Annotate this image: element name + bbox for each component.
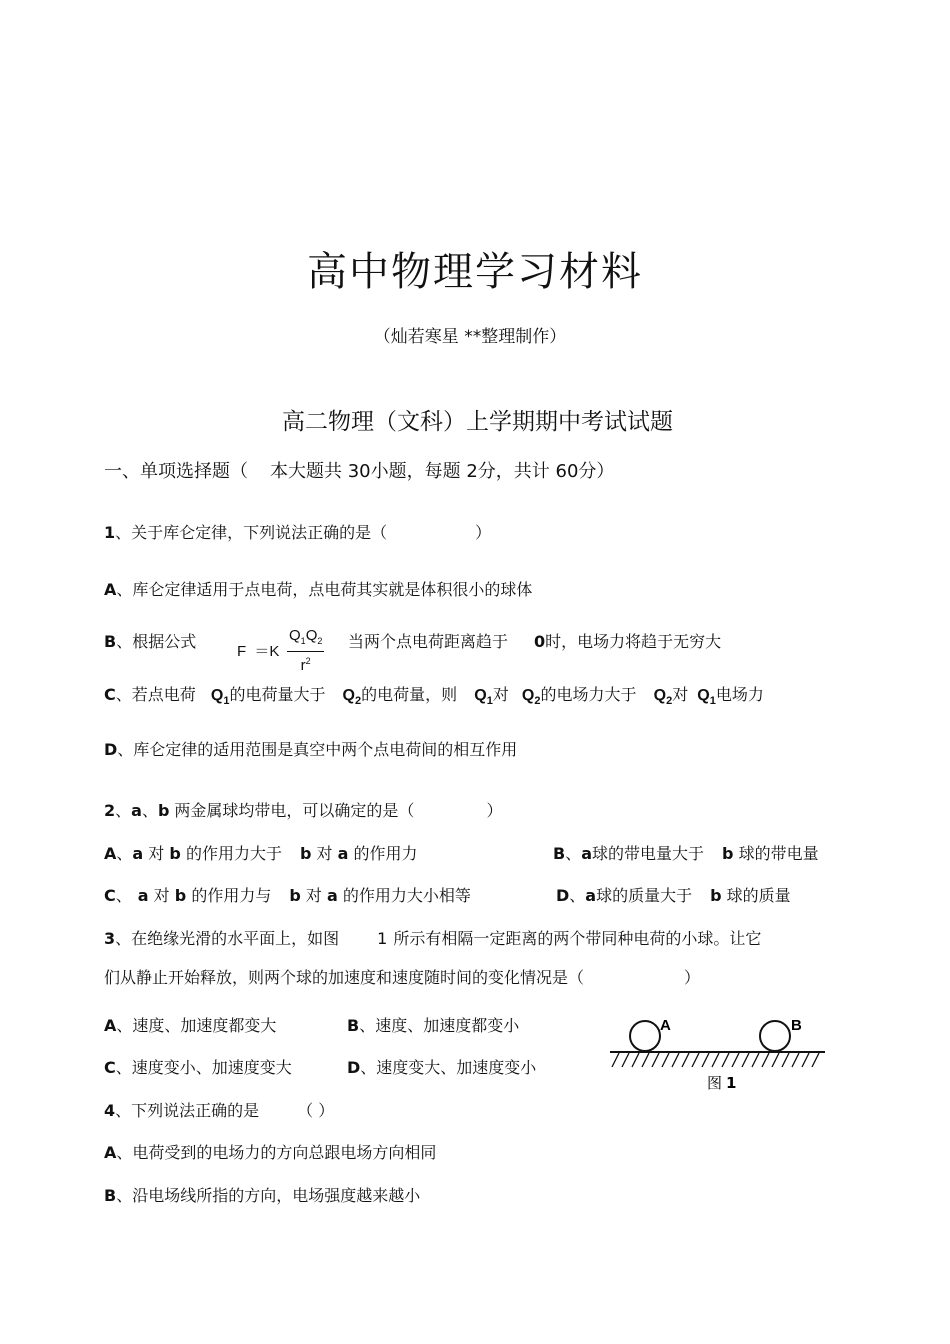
hatch-line bbox=[712, 1053, 719, 1067]
var-b: b bbox=[722, 844, 734, 863]
answer-paren: （ ） bbox=[297, 1101, 335, 1120]
option-text: 对 bbox=[672, 685, 689, 704]
q1-option-d bbox=[104, 737, 517, 760]
exam-title: 高二物理（文科）上学期期中考试试题 bbox=[282, 409, 673, 435]
q1-option-b bbox=[104, 629, 196, 652]
var-a: a bbox=[131, 801, 142, 820]
option-text: 、速度、加速度都变大 bbox=[116, 1016, 277, 1035]
option-key: C bbox=[104, 1058, 116, 1077]
formula-f: F bbox=[237, 643, 247, 660]
q4-option-a bbox=[104, 1140, 436, 1163]
var-b: b bbox=[174, 886, 187, 905]
charge-sub: 2 bbox=[534, 695, 541, 708]
formula-sub1: 1 bbox=[300, 636, 306, 646]
q2-option-a bbox=[104, 841, 418, 864]
q3-option-a bbox=[104, 1013, 276, 1036]
var-a: a bbox=[132, 844, 144, 863]
formula-q1: Q bbox=[289, 627, 301, 644]
var-b: b bbox=[289, 886, 301, 905]
option-key: A bbox=[104, 1143, 117, 1162]
hatch-line bbox=[772, 1053, 779, 1067]
hatch-line bbox=[782, 1053, 789, 1067]
formula-q2: Q bbox=[305, 627, 318, 644]
option-text: 的作用力与 bbox=[191, 886, 272, 905]
question-3-stem bbox=[104, 926, 761, 949]
option-text: 时，电场力将趋于无穷大 bbox=[545, 632, 722, 651]
charge-q1 bbox=[474, 687, 493, 708]
charge-q2 bbox=[342, 687, 362, 708]
sep: 、 bbox=[565, 844, 582, 863]
hatch-line bbox=[812, 1053, 819, 1067]
charge-sub: 1 bbox=[709, 695, 716, 708]
ball-a bbox=[630, 1021, 660, 1051]
hatch-line bbox=[632, 1053, 639, 1067]
figure-1 bbox=[605, 1010, 830, 1095]
var-b: b bbox=[299, 844, 312, 863]
formula-fraction bbox=[287, 627, 324, 675]
option-text: 对 bbox=[316, 844, 333, 863]
answer-paren: ） bbox=[486, 801, 503, 820]
hatch-line bbox=[702, 1053, 709, 1067]
charge-symbol: Q bbox=[474, 687, 487, 704]
option-text: 的电荷量大于 bbox=[229, 685, 326, 704]
hatch-line bbox=[692, 1053, 699, 1067]
hatch-line bbox=[682, 1053, 689, 1067]
option-key: D bbox=[104, 740, 118, 759]
question-1-stem bbox=[104, 520, 491, 543]
charge-q2 bbox=[653, 687, 673, 708]
option-text: 、电荷受到的电场力的方向总跟电场方向相同 bbox=[116, 1143, 437, 1162]
q2-option-b bbox=[553, 841, 819, 864]
page-subtitle: （灿若寒星 **整理制作） bbox=[373, 327, 567, 347]
q1-option-b-rest bbox=[348, 629, 721, 652]
option-text: 的作用力大于 bbox=[185, 844, 282, 863]
option-text: 当两个点电荷距离趋于 bbox=[348, 632, 509, 651]
option-text: 、速度变小、加速度变大 bbox=[115, 1058, 292, 1077]
question-number: 1 bbox=[104, 523, 116, 542]
charge-sub: 1 bbox=[486, 695, 493, 708]
q2-option-c bbox=[104, 883, 471, 906]
question-3-stem-cont bbox=[104, 965, 700, 988]
option-text: 、沿电场线所指的方向，电场强度越来越小 bbox=[116, 1186, 421, 1205]
option-key: A bbox=[104, 844, 117, 863]
hatch-line bbox=[722, 1053, 729, 1067]
option-key: D bbox=[556, 886, 570, 905]
option-zero: 0 bbox=[534, 632, 546, 651]
var-a: a bbox=[585, 886, 597, 905]
hatch-line bbox=[622, 1053, 629, 1067]
option-text: 电场力 bbox=[715, 685, 764, 704]
option-key: A bbox=[104, 580, 117, 599]
answer-paren: ） bbox=[475, 523, 492, 542]
option-key: B bbox=[553, 844, 566, 863]
question-text: 所示有相隔一定距离的两个带同种电荷的小球。让它 bbox=[393, 929, 762, 948]
caption-num: 1 bbox=[726, 1074, 737, 1092]
option-text: 、库仑定律的适用范围是真空中两个点电荷间的相互作用 bbox=[117, 740, 518, 759]
var-a: a bbox=[337, 844, 349, 863]
hatch-line bbox=[802, 1053, 809, 1067]
option-key: A bbox=[104, 1016, 117, 1035]
charge-q2 bbox=[521, 687, 541, 708]
question-text: 、在绝缘光滑的水平面上，如图 bbox=[115, 929, 340, 948]
sep: 、 bbox=[116, 844, 133, 863]
option-key: B bbox=[104, 632, 117, 651]
option-text: 对 bbox=[492, 685, 509, 704]
charge-q1 bbox=[697, 687, 716, 708]
option-text: 对 bbox=[148, 844, 165, 863]
q3-option-d bbox=[347, 1055, 536, 1078]
hatch-line bbox=[762, 1053, 769, 1067]
sep: 、 bbox=[141, 801, 158, 820]
var-b: b bbox=[157, 801, 170, 820]
charge-symbol: Q bbox=[342, 687, 355, 704]
question-2-stem bbox=[104, 798, 502, 821]
var-b: b bbox=[169, 844, 181, 863]
option-key: B bbox=[104, 1186, 117, 1205]
charge-sub: 2 bbox=[355, 695, 362, 708]
charge-symbol: Q bbox=[521, 687, 535, 704]
formula-eq: ＝K bbox=[254, 643, 280, 660]
caption-text: 图 bbox=[707, 1074, 723, 1092]
sep: 、 bbox=[569, 886, 586, 905]
q1-option-c bbox=[104, 682, 764, 707]
hatch-line bbox=[792, 1053, 799, 1067]
hatch-line bbox=[672, 1053, 679, 1067]
option-key: C bbox=[104, 685, 116, 704]
coulomb-formula bbox=[237, 640, 279, 661]
charge-q1 bbox=[210, 687, 230, 708]
question-text: 、关于库仑定律，下列说法正确的是（ bbox=[115, 523, 388, 542]
question-number: 3 bbox=[104, 929, 116, 948]
option-text: 球的带电量 bbox=[738, 844, 819, 863]
charge-symbol: Q bbox=[210, 687, 224, 704]
var-a: a bbox=[581, 844, 593, 863]
option-text: 对 bbox=[305, 886, 322, 905]
question-text: 两金属球均带电，可以确定的是（ bbox=[174, 801, 415, 820]
option-text: 的电场力大于 bbox=[540, 685, 637, 704]
section-desc: 本大题共 30小题，每题 2分，共计 60分） bbox=[270, 461, 615, 482]
option-text: 、速度、加速度都变小 bbox=[359, 1016, 520, 1035]
question-text: 们从静止开始释放，则两个球的加速度和速度随时间的变化情况是（ bbox=[104, 968, 585, 987]
ball-b bbox=[760, 1021, 790, 1051]
option-text: 的作用力 bbox=[353, 844, 418, 863]
charge-symbol: Q bbox=[697, 687, 710, 704]
formula-exp: 2 bbox=[305, 656, 311, 666]
q3-option-b bbox=[347, 1013, 519, 1036]
figure-ref: 1 bbox=[377, 929, 388, 948]
hatch-line bbox=[642, 1053, 649, 1067]
page-title: 高中物理学习材料 bbox=[307, 249, 643, 295]
question-4-stem bbox=[104, 1098, 334, 1121]
hatch-line bbox=[662, 1053, 669, 1067]
q4-option-b bbox=[104, 1183, 420, 1206]
var-a: a bbox=[326, 886, 338, 905]
answer-paren: ） bbox=[684, 968, 701, 987]
hatch-line bbox=[752, 1053, 759, 1067]
option-text: 球的质量 bbox=[726, 886, 791, 905]
option-text: 球的质量大于 bbox=[596, 886, 693, 905]
section-label: 一、单项选择题（ bbox=[104, 461, 248, 482]
charge-symbol: Q bbox=[653, 687, 667, 704]
option-text: 球的带电量大于 bbox=[592, 844, 705, 863]
question-number: 2 bbox=[104, 801, 116, 820]
option-key: C bbox=[104, 886, 116, 905]
figure-caption bbox=[707, 1074, 736, 1092]
option-key: B bbox=[347, 1016, 360, 1035]
section-heading bbox=[104, 457, 614, 483]
option-text: 的电荷量，则 bbox=[361, 685, 458, 704]
hatch-line bbox=[652, 1053, 659, 1067]
option-text: 对 bbox=[153, 886, 170, 905]
option-text: 、速度变大、加速度变小 bbox=[360, 1058, 537, 1077]
formula-sub2: 2 bbox=[317, 636, 323, 646]
option-text: 、库仑定律适用于点电荷，点电荷其实就是体积很小的球体 bbox=[116, 580, 533, 599]
question-number: 4 bbox=[104, 1101, 116, 1120]
formula-r: r bbox=[300, 657, 306, 674]
charge-sub: 2 bbox=[666, 695, 673, 708]
hatch-line bbox=[612, 1053, 619, 1067]
var-b: b bbox=[710, 886, 722, 905]
option-text: 、根据公式 bbox=[116, 632, 197, 651]
hatch-line bbox=[732, 1053, 739, 1067]
ball-a-label: A bbox=[660, 1017, 671, 1034]
option-text: 、若点电荷 bbox=[115, 685, 196, 704]
q3-option-c bbox=[104, 1055, 292, 1078]
question-text: 、下列说法正确的是 bbox=[115, 1101, 260, 1120]
option-key: D bbox=[347, 1058, 361, 1077]
charge-sub: 1 bbox=[223, 695, 230, 708]
hatch-line bbox=[742, 1053, 749, 1067]
q2-option-d bbox=[556, 883, 791, 906]
option-text: 的作用力大小相等 bbox=[342, 886, 471, 905]
ground-hatching bbox=[612, 1053, 819, 1067]
sep: 、 bbox=[115, 801, 132, 820]
sep: 、 bbox=[115, 886, 132, 905]
var-a: a bbox=[137, 886, 149, 905]
ball-b-label: B bbox=[791, 1017, 802, 1034]
q1-option-a bbox=[104, 577, 532, 600]
